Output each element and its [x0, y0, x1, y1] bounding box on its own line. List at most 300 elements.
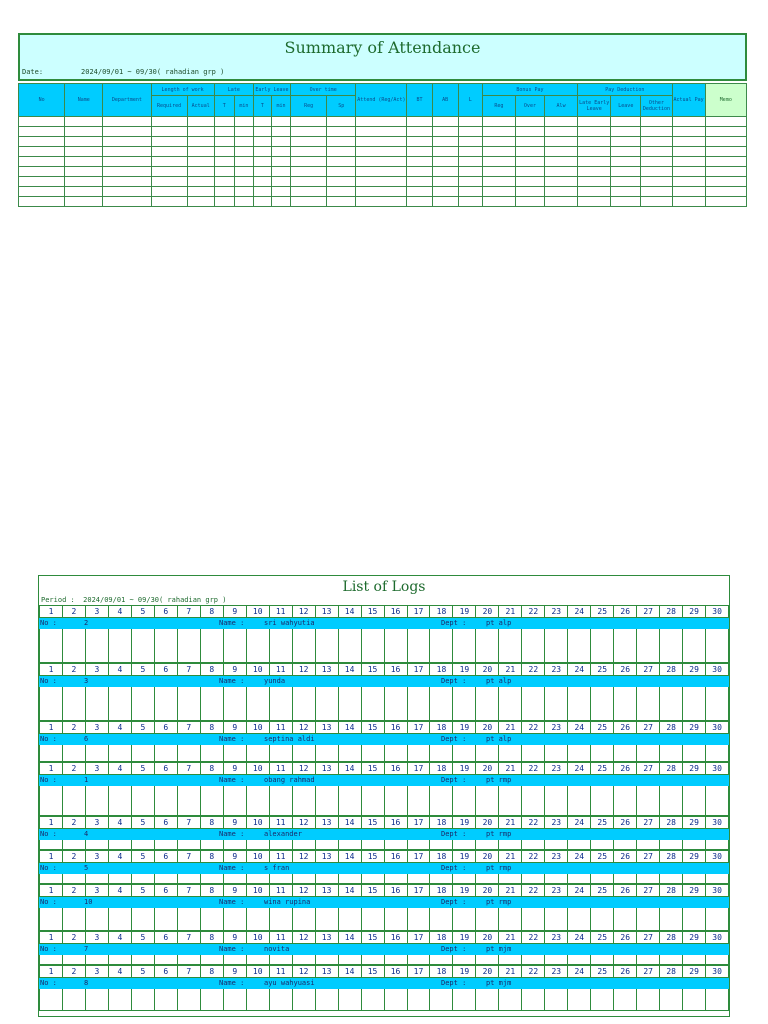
log-cell: [429, 745, 452, 762]
day-header-cell: 28: [659, 663, 682, 676]
log-cell: [246, 786, 269, 816]
day-header-cell: 6: [154, 721, 177, 734]
log-cell: [384, 908, 407, 931]
log-cell: [269, 874, 292, 884]
log-cell: [338, 687, 361, 721]
day-header-cell: 16: [384, 605, 407, 618]
day-header-cell: 4: [108, 721, 131, 734]
day-header-cell: 19: [452, 816, 475, 829]
table-cell: [234, 147, 253, 157]
log-cell: [705, 840, 729, 850]
table-cell: [151, 167, 187, 177]
table-cell: [356, 187, 407, 197]
log-cell: [659, 786, 682, 816]
table-cell: [482, 197, 515, 207]
log-cell: [590, 745, 613, 762]
log-cell: [659, 629, 682, 663]
day-header-row: [39, 931, 729, 944]
log-cell: [567, 955, 590, 965]
day-header-cell: 19: [452, 605, 475, 618]
log-cell: [85, 840, 108, 850]
log-cell: [39, 908, 62, 931]
log-cell: [521, 955, 544, 965]
log-cell: [384, 955, 407, 965]
day-header-cell: 8: [200, 884, 223, 897]
day-header-cell: 22: [521, 884, 544, 897]
table-cell: [253, 137, 271, 147]
day-header-cell: 12: [292, 931, 315, 944]
table-cell: [432, 187, 458, 197]
day-header-cell: 17: [407, 884, 430, 897]
log-cell: [590, 989, 613, 1011]
log-cell: [154, 687, 177, 721]
day-header-cell: 28: [659, 605, 682, 618]
log-cell: [613, 874, 636, 884]
log-cell: [223, 840, 246, 850]
no-label: No :: [40, 776, 57, 784]
day-header-cell: 16: [384, 663, 407, 676]
table-cell: [187, 117, 214, 127]
log-cell: [361, 989, 384, 1011]
day-header-cell: 2: [62, 850, 85, 863]
day-header-cell: 29: [682, 605, 705, 618]
table-cell: [356, 197, 407, 207]
day-header-cell: 1: [39, 850, 62, 863]
day-header-cell: 27: [636, 884, 659, 897]
day-header-cell: 24: [567, 850, 590, 863]
day-header-cell: 4: [108, 850, 131, 863]
day-header-cell: 24: [567, 965, 590, 978]
table-cell: [291, 167, 327, 177]
summary-of-attendance: [18, 33, 747, 216]
log-cell: [200, 840, 223, 850]
log-cell: [246, 840, 269, 850]
day-header-cell: 28: [659, 931, 682, 944]
col-attend: Attend (Reg/Act): [356, 84, 407, 117]
day-header-cell: 11: [269, 762, 292, 775]
log-cell: [544, 955, 567, 965]
log-cell: [338, 840, 361, 850]
table-cell: [65, 187, 103, 197]
employee-info-row: [39, 734, 729, 745]
log-cell: [338, 745, 361, 762]
log-cell: [407, 687, 430, 721]
log-cell: [429, 786, 452, 816]
day-header-cell: 26: [613, 965, 636, 978]
table-cell: [407, 197, 432, 207]
day-header-cell: 13: [315, 762, 338, 775]
day-header-cell: 11: [269, 965, 292, 978]
day-header-cell: 13: [315, 850, 338, 863]
log-cell: [498, 989, 521, 1011]
log-cell: [636, 840, 659, 850]
table-cell: [672, 197, 705, 207]
table-cell: [103, 157, 151, 167]
table-cell: [545, 117, 578, 127]
day-header-cell: 28: [659, 762, 682, 775]
log-cell: [292, 908, 315, 931]
log-cell: [223, 874, 246, 884]
day-header-cell: 6: [154, 884, 177, 897]
day-header-cell: 13: [315, 721, 338, 734]
col-late-t: T: [214, 96, 234, 117]
table-cell: [103, 147, 151, 157]
day-header-cell: 6: [154, 850, 177, 863]
log-cell: [62, 786, 85, 816]
table-row: [19, 117, 747, 127]
log-cells-row: [39, 840, 729, 850]
day-header-cell: 27: [636, 605, 659, 618]
log-cell: [452, 687, 475, 721]
day-header-cell: 17: [407, 816, 430, 829]
log-cell: [384, 687, 407, 721]
col-over-time: Over time: [291, 84, 356, 96]
day-header-cell: 23: [544, 850, 567, 863]
dept-label: Dept :: [441, 619, 467, 627]
table-cell: [214, 117, 234, 127]
table-cell: [458, 197, 482, 207]
day-header-cell: 6: [154, 816, 177, 829]
day-header-cell: 24: [567, 931, 590, 944]
day-header-cell: 5: [131, 762, 154, 775]
day-header-cell: 29: [682, 931, 705, 944]
log-cell: [131, 955, 154, 965]
name-label: Name :: [219, 864, 245, 872]
log-cell: [131, 908, 154, 931]
day-header-cell: 29: [682, 762, 705, 775]
day-header-cell: 12: [292, 605, 315, 618]
day-header-cell: 8: [200, 605, 223, 618]
table-cell: [234, 117, 253, 127]
day-header-cell: 25: [590, 721, 613, 734]
day-header-cell: 30: [705, 605, 729, 618]
day-header-cell: 13: [315, 931, 338, 944]
table-cell: [327, 157, 356, 167]
table-cell: [432, 197, 458, 207]
log-cell: [498, 955, 521, 965]
day-header-cell: 24: [567, 663, 590, 676]
dept-label: Dept :: [441, 776, 467, 784]
log-cell: [200, 745, 223, 762]
employee-no: 8: [84, 979, 89, 987]
col-bonus-reg: Reg: [482, 96, 515, 117]
day-header-cell: 23: [544, 663, 567, 676]
log-cell: [338, 989, 361, 1011]
table-cell: [187, 127, 214, 137]
table-cell: [234, 177, 253, 187]
table-cell: [234, 157, 253, 167]
table-cell: [271, 127, 290, 137]
employee-info-row: [39, 897, 729, 908]
table-cell: [641, 117, 672, 127]
table-cell: [253, 157, 271, 167]
table-cell: [356, 137, 407, 147]
day-header-cell: 5: [131, 884, 154, 897]
log-cell: [246, 908, 269, 931]
table-cell: [578, 117, 611, 127]
name-label: Name :: [219, 945, 245, 953]
log-cell: [521, 989, 544, 1011]
log-cell: [292, 629, 315, 663]
table-cell: [253, 177, 271, 187]
table-cell: [641, 197, 672, 207]
day-header-cell: 19: [452, 931, 475, 944]
log-cell: [177, 874, 200, 884]
employee-log-block: [39, 663, 729, 721]
table-cell: [672, 157, 705, 167]
day-header-cell: 27: [636, 721, 659, 734]
table-cell: [19, 137, 65, 147]
employee-no: 1: [84, 776, 89, 784]
log-cell: [246, 629, 269, 663]
log-cell: [452, 629, 475, 663]
log-cell: [131, 687, 154, 721]
log-cell: [292, 955, 315, 965]
day-header-cell: 22: [521, 850, 544, 863]
log-cell: [177, 989, 200, 1011]
employee-log-block: [39, 850, 729, 884]
day-header-cell: 9: [223, 605, 246, 618]
log-cell: [315, 786, 338, 816]
log-cell: [315, 687, 338, 721]
table-cell: [291, 117, 327, 127]
log-cell: [108, 840, 131, 850]
log-cell: [544, 786, 567, 816]
day-header-cell: 3: [85, 762, 108, 775]
log-cell: [200, 687, 223, 721]
table-cell: [151, 117, 187, 127]
log-cell: [544, 840, 567, 850]
log-cell: [39, 989, 62, 1011]
table-cell: [482, 127, 515, 137]
day-header-cell: 29: [682, 721, 705, 734]
table-cell: [291, 147, 327, 157]
log-cell: [39, 786, 62, 816]
day-header-cell: 22: [521, 965, 544, 978]
day-header-cell: 24: [567, 762, 590, 775]
col-other-deduction: Other Deduction: [641, 96, 672, 117]
table-cell: [672, 117, 705, 127]
log-cell: [200, 908, 223, 931]
log-cell: [613, 840, 636, 850]
log-cell: [108, 786, 131, 816]
day-header-cell: 12: [292, 721, 315, 734]
log-cell: [62, 629, 85, 663]
log-cell: [705, 786, 729, 816]
log-cell: [361, 687, 384, 721]
day-header-cell: 8: [200, 663, 223, 676]
table-cell: [356, 177, 407, 187]
table-cell: [515, 177, 544, 187]
day-header-cell: 18: [429, 816, 452, 829]
col-memo: Memo: [705, 84, 746, 117]
day-header-cell: 16: [384, 884, 407, 897]
log-cell: [108, 989, 131, 1011]
summary-header: [18, 33, 747, 81]
table-cell: [641, 127, 672, 137]
log-cell: [452, 955, 475, 965]
day-header-cell: 3: [85, 884, 108, 897]
log-cell: [131, 745, 154, 762]
table-cell: [103, 117, 151, 127]
col-length-of-work: Length of work: [151, 84, 214, 96]
day-header-row: [39, 663, 729, 676]
day-header-cell: 6: [154, 762, 177, 775]
table-cell: [214, 187, 234, 197]
day-header-cell: 15: [361, 965, 384, 978]
log-cell: [361, 629, 384, 663]
log-cell: [108, 908, 131, 931]
employee-no: 3: [84, 677, 89, 685]
log-cell: [544, 908, 567, 931]
table-cell: [407, 147, 432, 157]
table-cell: [515, 187, 544, 197]
log-cell: [521, 908, 544, 931]
table-cell: [103, 137, 151, 147]
table-cell: [545, 177, 578, 187]
day-header-cell: 22: [521, 721, 544, 734]
day-header-cell: 9: [223, 965, 246, 978]
col-actual-pay: Actual Pay: [672, 84, 705, 117]
log-cell: [659, 687, 682, 721]
table-cell: [214, 137, 234, 147]
day-header-cell: 15: [361, 605, 384, 618]
log-cell: [475, 629, 498, 663]
day-header-cell: 5: [131, 605, 154, 618]
day-header-cell: 3: [85, 721, 108, 734]
log-cell: [39, 745, 62, 762]
employee-log-block: [39, 816, 729, 850]
log-cell: [475, 745, 498, 762]
day-header-cell: 30: [705, 816, 729, 829]
table-cell: [327, 187, 356, 197]
day-header-cell: 12: [292, 762, 315, 775]
day-header-cell: 21: [498, 816, 521, 829]
table-cell: [515, 127, 544, 137]
employee-info-row: [39, 618, 729, 629]
log-cell: [108, 874, 131, 884]
table-cell: [65, 177, 103, 187]
log-cell: [682, 840, 705, 850]
day-header-cell: 25: [590, 884, 613, 897]
log-cell: [62, 908, 85, 931]
day-header-cell: 15: [361, 884, 384, 897]
log-cell: [85, 786, 108, 816]
day-header-cell: 20: [475, 721, 498, 734]
day-header-cell: 9: [223, 762, 246, 775]
day-header-cell: 25: [590, 762, 613, 775]
day-header-cell: 23: [544, 931, 567, 944]
day-header-cell: 10: [246, 884, 269, 897]
day-header-cell: 23: [544, 816, 567, 829]
table-cell: [407, 167, 432, 177]
log-cells-row: [39, 874, 729, 884]
log-cell: [613, 786, 636, 816]
table-cell: [578, 127, 611, 137]
table-cell: [65, 127, 103, 137]
employee-info-row: [39, 944, 729, 955]
dept-label: Dept :: [441, 735, 467, 743]
table-cell: [65, 167, 103, 177]
log-cell: [407, 955, 430, 965]
day-header-cell: 11: [269, 816, 292, 829]
table-cell: [458, 167, 482, 177]
day-header-cell: 9: [223, 884, 246, 897]
table-cell: [458, 127, 482, 137]
day-header-row: [39, 762, 729, 775]
log-cell: [567, 786, 590, 816]
day-header-cell: 8: [200, 850, 223, 863]
day-header-cell: 15: [361, 762, 384, 775]
day-header-cell: 24: [567, 816, 590, 829]
table-cell: [515, 137, 544, 147]
log-cell: [521, 840, 544, 850]
employee-no: 6: [84, 735, 89, 743]
day-header-cell: 4: [108, 816, 131, 829]
log-cell: [636, 874, 659, 884]
log-cell: [85, 745, 108, 762]
log-cell: [361, 908, 384, 931]
table-cell: [482, 137, 515, 147]
day-header-cell: 14: [338, 816, 361, 829]
day-header-cell: 29: [682, 663, 705, 676]
day-header-cell: 11: [269, 663, 292, 676]
employee-no: 7: [84, 945, 89, 953]
day-header-cell: 15: [361, 816, 384, 829]
day-header-cell: 7: [177, 931, 200, 944]
table-cell: [578, 187, 611, 197]
table-cell: [103, 187, 151, 197]
log-cell: [407, 989, 430, 1011]
day-header-cell: 10: [246, 931, 269, 944]
day-header-cell: 10: [246, 850, 269, 863]
day-header-cell: 2: [62, 965, 85, 978]
log-cell: [269, 629, 292, 663]
log-cell: [131, 840, 154, 850]
day-header-cell: 26: [613, 605, 636, 618]
log-cell: [475, 989, 498, 1011]
table-cell: [253, 187, 271, 197]
employee-log-block: [39, 965, 729, 1011]
col-actual: Actual: [187, 96, 214, 117]
table-cell: [356, 157, 407, 167]
dept-label: Dept :: [441, 945, 467, 953]
log-cell: [223, 745, 246, 762]
table-cell: [19, 127, 65, 137]
log-cell: [636, 786, 659, 816]
col-over-reg: Reg: [291, 96, 327, 117]
log-cell: [429, 687, 452, 721]
table-cell: [705, 167, 746, 177]
day-header-cell: 7: [177, 605, 200, 618]
summary-body: [19, 117, 747, 207]
log-cell: [452, 840, 475, 850]
log-cell: [498, 687, 521, 721]
day-header-cell: 22: [521, 605, 544, 618]
day-header-cell: 4: [108, 965, 131, 978]
day-header-cell: 25: [590, 663, 613, 676]
log-cell: [659, 874, 682, 884]
col-required: Required: [151, 96, 187, 117]
day-header-cell: 9: [223, 721, 246, 734]
log-cell: [429, 989, 452, 1011]
table-cell: [407, 117, 432, 127]
day-header-cell: 27: [636, 850, 659, 863]
log-cell: [613, 908, 636, 931]
log-cell: [567, 874, 590, 884]
log-cell: [475, 840, 498, 850]
logs-period: Period : 2024/09/01 ~ 09/30( rahadian grp ): [41, 596, 227, 604]
